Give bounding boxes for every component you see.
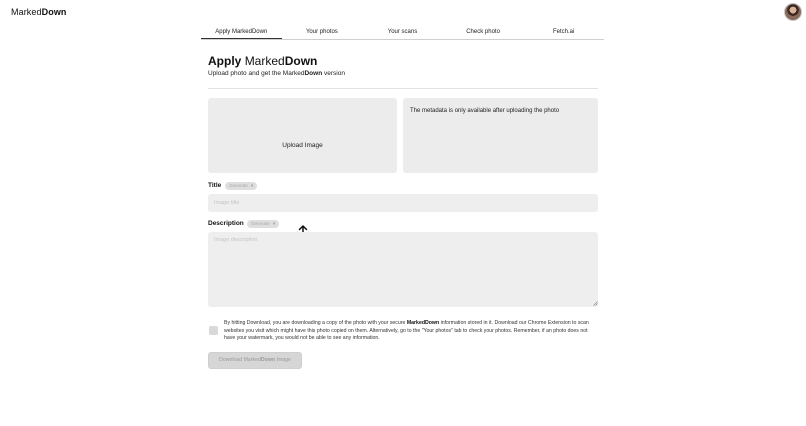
metadata-panel xyxy=(403,98,598,173)
brand-logo[interactable] xyxy=(11,7,67,17)
consent-checkbox[interactable] xyxy=(209,326,218,335)
title-label: Title xyxy=(208,182,222,189)
description-input[interactable] xyxy=(208,232,598,307)
user-avatar[interactable] xyxy=(784,3,802,21)
tab-check-photo[interactable]: Check photo xyxy=(466,29,500,35)
metadata-text: The metadata is only available after uploading the photo xyxy=(410,108,560,114)
page-title: Apply MarkedDown xyxy=(208,54,318,68)
description-generate-pill[interactable]: Generate × xyxy=(247,220,279,228)
download-disclaimer: By hitting Download, you are downloading a copy of the photo with your secure MarkedDown information stored in it. Download our Chrome Extension to scan websites you visit which might have this photo copied on them. Alternatively, go to the "Your photos" tab to check your photos. Remember, if an photo does not have your watermark, you would not be able to see any information. xyxy=(224,320,589,342)
title-generate-pill[interactable]: Generate × xyxy=(225,182,257,190)
description-label: Description xyxy=(208,220,244,227)
divider xyxy=(208,88,598,89)
tab-fetch-ai[interactable]: Fetch.ai xyxy=(553,29,575,35)
tab-your-photos[interactable]: Your photos xyxy=(305,29,338,35)
upload-dropzone[interactable] xyxy=(208,98,397,173)
tab-bar xyxy=(201,27,604,40)
brand-part-down: Down xyxy=(41,7,67,17)
close-icon: × xyxy=(250,183,254,188)
tab-your-scans[interactable]: Your scans xyxy=(387,29,418,35)
title-input[interactable] xyxy=(208,194,598,212)
resize-handle-icon[interactable] xyxy=(593,301,598,306)
download-button[interactable]: Download MarkedDown Image xyxy=(208,352,302,369)
tab-apply-markeddown[interactable]: Apply MarkedDown xyxy=(201,27,282,39)
brand-part-marked: Marked xyxy=(11,7,42,17)
page-subtitle: Upload photo and get the MarkedDown version xyxy=(208,70,345,77)
upload-label: Upload Image xyxy=(282,142,323,149)
close-icon: × xyxy=(272,221,276,226)
